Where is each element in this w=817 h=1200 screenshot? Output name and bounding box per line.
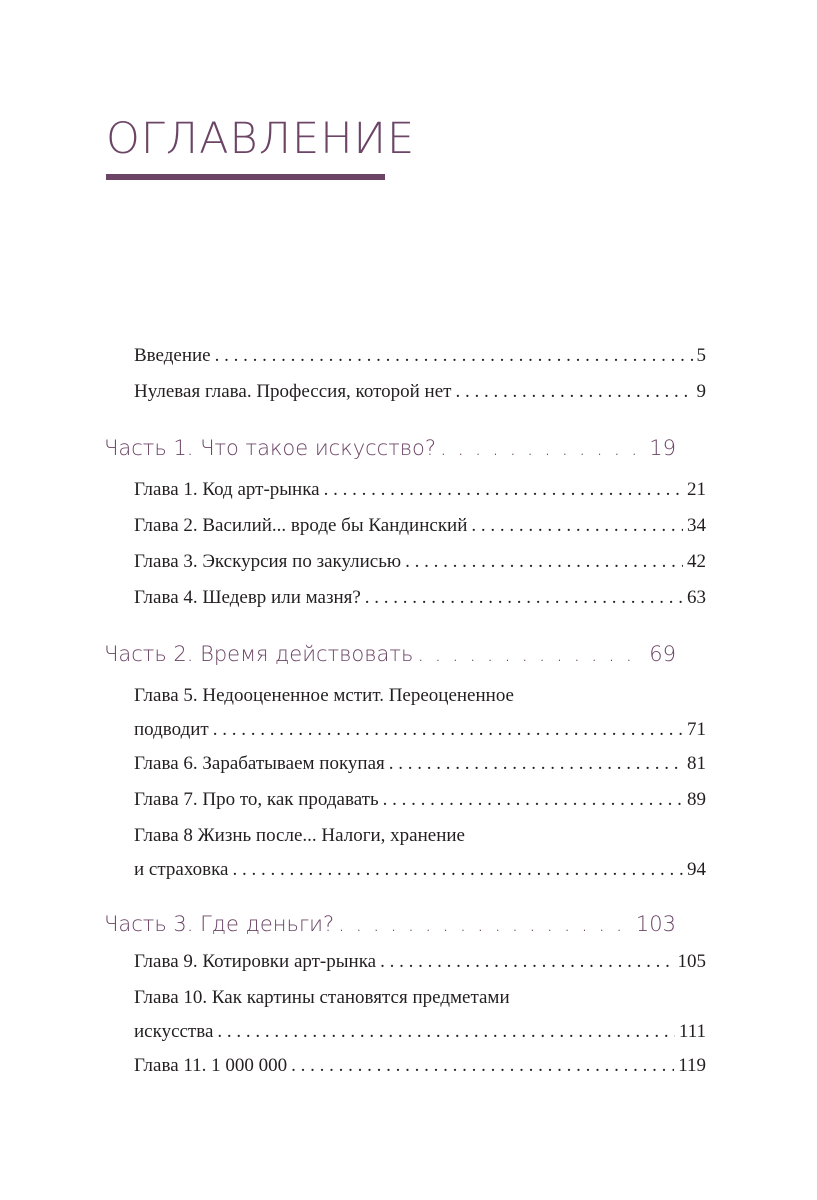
leader-dots	[338, 904, 632, 944]
toc-part-title: Часть 2. Время действовать	[104, 642, 414, 666]
toc-entry-chapter-9[interactable]	[104, 944, 706, 980]
toc-page-number: 89	[687, 789, 706, 810]
leader-dots	[217, 1016, 675, 1048]
leader-dots	[232, 854, 683, 886]
toc-page-number: 69	[649, 642, 676, 666]
leader-dots	[389, 746, 683, 782]
toc-page-number: 21	[687, 479, 706, 500]
leader-dots	[417, 634, 645, 674]
toc-page-number: 105	[677, 951, 706, 972]
toc-page-number: 19	[649, 436, 676, 460]
toc-entry-intro[interactable]	[104, 338, 706, 374]
toc-entry-title: Нулевая глава. Профессия, которой нет	[134, 381, 452, 402]
toc-entry-title: Глава 3. Экскурсия по закулисью	[134, 551, 402, 572]
toc-entry-title: Глава 11. 1 000 000	[134, 1055, 288, 1076]
toc-entry-title: Глава 9. Котировки арт-рынка	[134, 951, 377, 972]
toc-entry-title-continued: и страховка	[134, 859, 229, 880]
leader-dots	[215, 338, 693, 374]
toc-part-2[interactable]	[104, 634, 676, 674]
page-title: ОГЛАВЛЕНИЕ	[106, 114, 416, 164]
toc-entry-title-continued: искусства	[134, 1021, 214, 1042]
toc-page-number: 42	[687, 551, 706, 572]
leader-dots	[383, 782, 683, 818]
toc-page-number: 103	[635, 912, 676, 936]
toc-entry-chapter-7[interactable]	[104, 782, 706, 818]
toc-entry-zero-chapter[interactable]	[104, 374, 706, 410]
toc-entry-chapter-2[interactable]	[104, 508, 706, 544]
toc-page-number: 63	[687, 587, 706, 608]
toc-page-number: 71	[687, 719, 706, 740]
toc-entry-chapter-6[interactable]	[104, 746, 706, 782]
toc-entry-chapter-3[interactable]	[104, 544, 706, 580]
toc-page-number: 9	[696, 381, 706, 402]
leader-dots	[380, 944, 673, 980]
toc-entry-chapter-11[interactable]	[104, 1048, 706, 1084]
toc-entry-title: Глава 10. Как картины становятся предметами	[134, 987, 510, 1008]
toc-entry-chapter-5[interactable]	[104, 678, 706, 746]
toc-entry-title: Глава 2. Василий... вроде бы Кандинский	[134, 515, 468, 536]
toc-page-number: 34	[687, 515, 706, 536]
toc-entry-title-continued: подводит	[134, 719, 209, 740]
leader-dots	[440, 428, 645, 468]
toc-page-number: 111	[678, 1021, 706, 1042]
leader-dots	[365, 580, 683, 616]
title-underline	[106, 174, 385, 180]
toc-entry-title: Глава 7. Про то, как продавать	[134, 789, 379, 810]
toc-entry-chapter-1[interactable]	[104, 472, 706, 508]
toc-entry-chapter-10[interactable]	[104, 980, 706, 1048]
toc-part-title: Часть 3. Где деньги?	[104, 912, 335, 936]
leader-dots	[455, 374, 692, 410]
leader-dots	[213, 714, 683, 746]
toc-entry-title: Глава 6. Зарабатываем покупая	[134, 753, 385, 774]
leader-dots	[405, 544, 683, 580]
toc-entry-title: Глава 4. Шедевр или мазня?	[134, 587, 361, 608]
toc-entry-title: Глава 1. Код арт-рынка	[134, 479, 320, 500]
toc-entry-chapter-8[interactable]	[104, 818, 706, 886]
toc-part-title: Часть 1. Что такое искусство?	[104, 436, 437, 460]
leader-dots	[471, 508, 683, 544]
toc-entry-chapter-4[interactable]	[104, 580, 706, 616]
toc-part-1[interactable]	[104, 428, 676, 468]
toc-entry-title: Глава 8 Жизнь после... Налоги, хранение	[134, 825, 465, 846]
leader-dots	[324, 472, 683, 508]
toc-part-3[interactable]	[104, 904, 676, 944]
toc-page-number: 81	[687, 753, 706, 774]
toc-page-number: 119	[678, 1055, 706, 1076]
table-of-contents	[104, 338, 706, 1084]
toc-page-number: 94	[687, 859, 706, 880]
toc-entry-title: Глава 5. Недооцененное мстит. Переоцененное	[134, 685, 514, 706]
toc-page-number: 5	[696, 345, 706, 366]
leader-dots	[291, 1048, 674, 1084]
toc-entry-title: Введение	[134, 345, 211, 366]
